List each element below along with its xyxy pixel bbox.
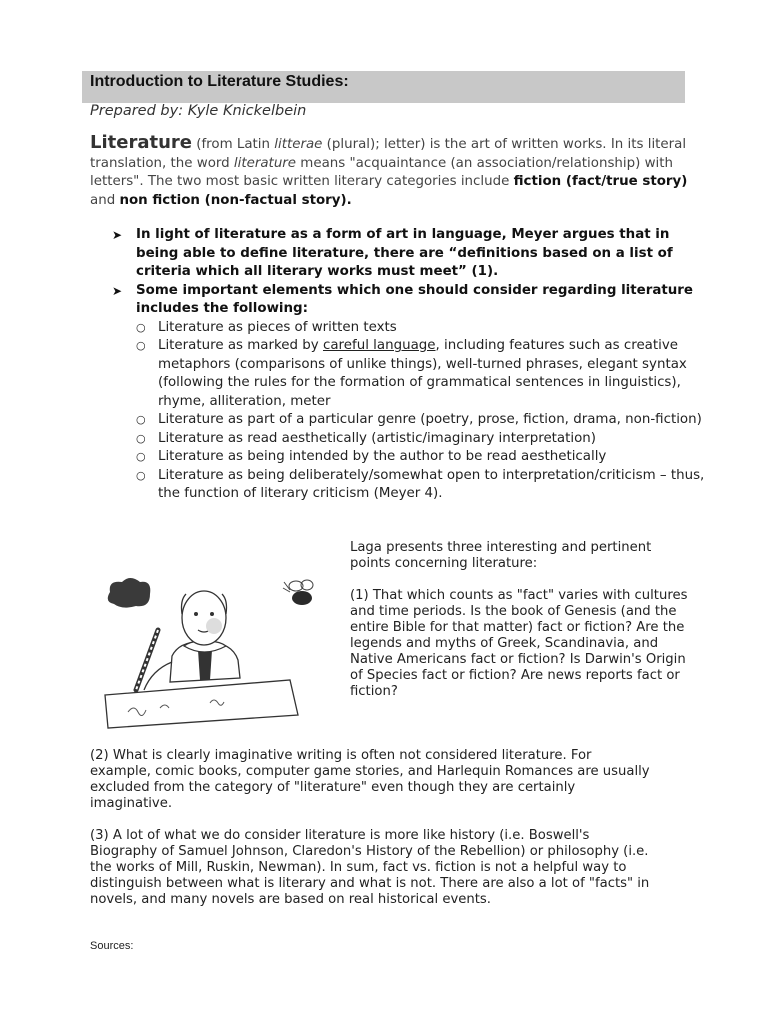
shakespeare-writing-illustration [100,570,340,735]
laga-intro: Laga presents three interesting and pertinent points concerning literature: [350,540,652,571]
sub-item: ○ Literature as being intended by the author to be read aesthetically [112,448,712,467]
intro-paragraph: Literature (from Latin litterae (plural); letter) is the art of written works. In its literal translation, the word literature means "acquaintance (an association/relationship) with letters". The two most basic written literary categories include fiction (fact/true story) and non fiction (non-factual story). [90,132,688,208]
circle-bullet-icon: ○ [136,320,146,334]
sub-list [112,319,712,504]
circle-bullet-icon: ○ [136,339,146,352]
point-three: (3) A lot of what we do consider literature is more like history (i.e. Boswell's Biography of Samuel Johnson, Claredon's History of the Rebellion) or philosophy (i.e. the works of Mill, Ruskin, Newman). In sum, fact vs. fiction is not a helpful way to distinguish between what is literary and what is not. There are also a lot of "facts" in novels, and many novels are based on real historical events. [90,828,650,907]
circle-bullet-icon: ○ [136,468,146,482]
head-shape [182,591,226,645]
doublet-shape [198,650,212,680]
nonfiction-term: non fiction (non-factual story). [119,192,352,208]
bee-icon [283,580,313,605]
bullet-item: ➤ Some important elements which one should consider regarding literature includes the following: [112,282,693,316]
spacer [350,572,690,588]
sub-item: ○ Literature as read aesthetically (artistic/imaginary interpretation) [112,430,712,449]
circle-bullet-icon: ○ [136,431,146,445]
bullet-item: ➤ In light of literature as a form of art in language, Meyer argues that in being able to define literature, there are “definitions based on a list of criteria which all literary works must meet” (1). [112,227,673,279]
point-two: (2) What is clearly imaginative writing is often not considered literature. For example, comic books, computer game stories, and Harlequin Romances are usually excluded from the category of "literature" even though they are certainly imaginative. [90,748,650,811]
illustration-drawing [100,570,340,735]
sub-item: ○ Literature as pieces of written texts [112,319,712,338]
underlined-term: careful language [322,338,436,353]
arm-shape [144,662,172,690]
cheek-shape [206,618,222,634]
bullet-list [112,226,712,504]
cloud-shape [108,578,151,608]
document-title: Introduction to Literature Studies: [90,73,349,90]
point-one: (1) That which counts as "fact" varies with cultures and time periods. Is the book of Genesis (and the entire Bible for that matter) fact or fiction? Are the legends and myths of Greek, Scandinavia, and Native Americans fact or fiction? Is Darwin's Origin of Species fact or fiction? Are news reports fact or fiction? [350,588,688,699]
laga-section [350,540,690,700]
circle-bullet-icon: ○ [136,450,146,463]
prepared-by: Prepared by: Kyle Knickelbein [90,103,307,119]
circle-bullet-icon: ○ [136,413,146,426]
arrow-bullet-icon: ➤ [112,283,123,298]
fiction-term: fiction (fact/true story) [513,174,688,189]
sources-label: Sources: [90,940,134,952]
intro-term: Literature [90,132,192,153]
eye-shape [210,612,214,616]
sub-item: ○ Literature as marked by careful language, including features such as creative metaphors (comparisons of unlike things), well-turned phrases, elegant syntax (following the rules for the formation of grammatical sentences in linguistics), rhyme, alliteration, meter [136,338,687,409]
eye-shape [194,612,198,616]
arrow-bullet-icon: ➤ [112,228,123,242]
paper-shape [105,680,298,728]
sub-item: ○ Literature as being deliberately/somewhat open to interpretation/criticism – thus, the function of literary criticism (Meyer 4). [136,467,705,501]
sub-item: ○ Literature as part of a particular genre (poetry, prose, fiction, drama, non-fiction) [112,411,712,430]
